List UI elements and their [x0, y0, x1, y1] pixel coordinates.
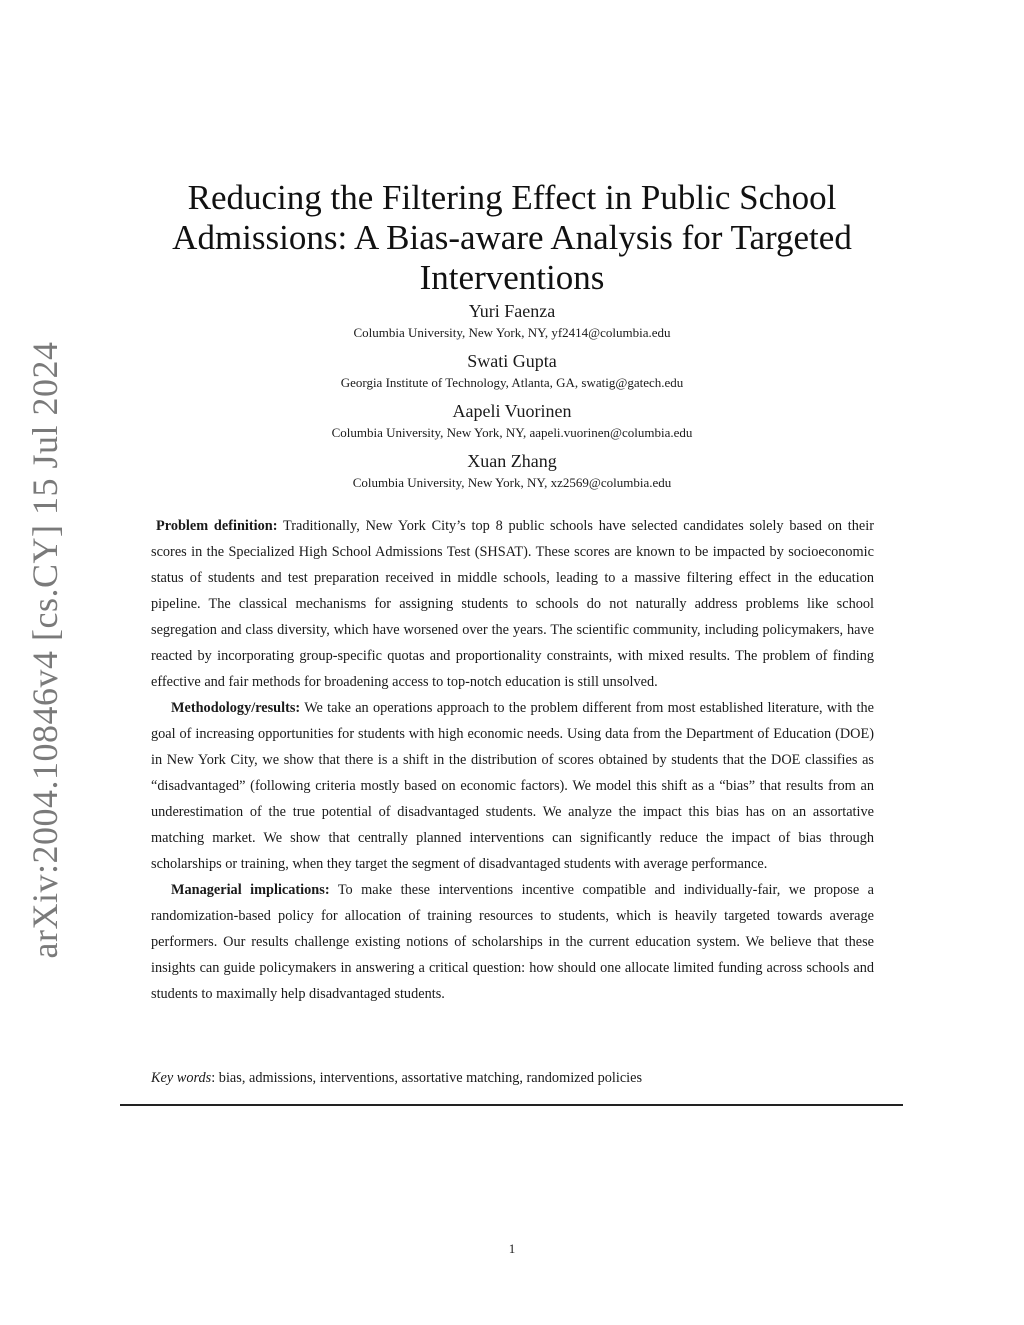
author-block	[150, 348, 874, 398]
methodology-text: We take an operations approach to the problem different from most established literature, with the goal of increasing opportunities for students with high economic needs. Using data from the Department of Education (DOE) in New York City, we show that there is a shift in the distribution of scores obtained by students that the DOE classifies as “disadvantaged” (following criteria mostly based on economic factors). We model this shift as a “bias” that results from an underestimation of the true potential of disadvantaged students. We analyze the impact this bias has on an assortative matching market. We show that centrally planned interventions can significantly reduce the impact of bias through scholarships or training, when they target the segment of disadvantaged students with average performance.	[151, 700, 874, 872]
problem-definition-text: Traditionally, New York City’s top 8 public schools have selected candidates solely based on their scores in the Specialized High School Admissions Test (SHSAT). These scores are known to be impacted by socioeconomic status of students and test preparation received in middle schools, leading to a massive filtering effect in the education pipeline. The classical mechanisms for assigning students to schools do not naturally address problems like school segregation and class diversity, which have worsened over the years. The scientific community, including policymakers, have reacted by incorporating group-specific quotas and proportionality constraints, with mixed results. The problem of finding effective and fair methods for broadening access to top-notch education is still unsolved.	[151, 518, 874, 690]
author-name: Xuan Zhang	[467, 451, 557, 471]
author-affiliation: Columbia University, New York, NY, xz2569@columbia.edu	[352, 475, 672, 490]
author-affiliation: Columbia University, New York, NY, yf2414@columbia.edu	[353, 325, 671, 340]
abstract-methodology-paragraph	[151, 695, 874, 877]
author-name: Swati Gupta	[467, 351, 557, 371]
page-number: 1	[508, 1241, 516, 1256]
problem-definition-label: Problem definition:	[156, 518, 278, 534]
author-name: Yuri Faenza	[468, 301, 556, 321]
author-affiliation: Columbia University, New York, NY, aapeli.vuorinen@columbia.edu	[331, 425, 693, 440]
author-list	[150, 298, 874, 498]
abstract-problem-paragraph	[151, 513, 874, 695]
author-affiliation: Georgia Institute of Technology, Atlanta, GA, swatig@gatech.edu	[340, 375, 684, 390]
keywords-separator: :	[211, 1070, 216, 1086]
arxiv-identifier-stamp: arXiv:2004.10846v4 [cs.CY] 15 Jul 2024	[25, 341, 65, 959]
author-block	[150, 448, 874, 498]
keywords	[151, 1067, 874, 1089]
abstract-managerial-paragraph	[151, 877, 874, 1007]
managerial-implications-label: Managerial implications:	[171, 882, 330, 898]
author-block	[150, 398, 874, 448]
author-name: Aapeli Vuorinen	[452, 401, 572, 421]
paper-title: Reducing the Filtering Effect in Public School Admissions: A Bias-aware Analysis for Targeted Interventions	[172, 178, 852, 298]
author-block	[150, 298, 874, 348]
keywords-label: Key words	[151, 1070, 212, 1086]
managerial-implications-text: To make these interventions incentive compatible and individually-fair, we propose a randomization-based policy for allocation of training resources to students, which is heavily targeted towards average performers. Our results challenge existing notions of scholarships in the current education system. We believe that these insights can guide policymakers in answering a critical question: how should one allocate limited funding across schools and students to maximally help disadvantaged students.	[151, 882, 874, 1002]
horizontal-rule	[120, 1104, 903, 1106]
abstract	[151, 513, 874, 1007]
methodology-label: Methodology/results:	[171, 700, 301, 716]
keywords-text: bias, admissions, interventions, assortative matching, randomized policies	[215, 1070, 643, 1086]
